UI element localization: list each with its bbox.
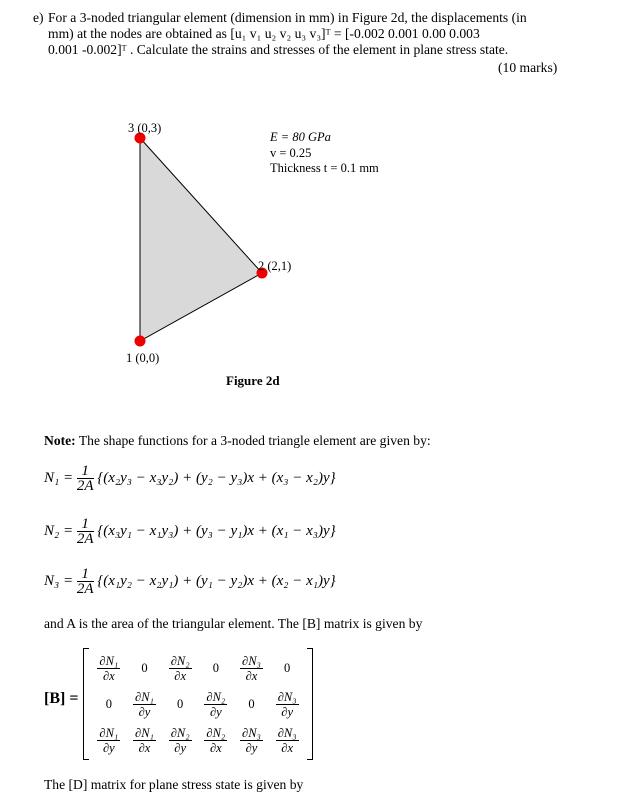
partial-denominator: ∂x (102, 668, 115, 683)
partial-numerator: ∂N₁ (135, 689, 154, 704)
b-matrix-cell (97, 726, 120, 755)
b-matrix-cell: 0 (177, 696, 184, 711)
b-matrix-cell (169, 726, 192, 755)
partial-denominator: ∂y (245, 740, 258, 755)
note-line (44, 433, 431, 449)
partial-numerator: ∂N₂ (206, 689, 226, 704)
b-matrix-cell (240, 726, 263, 755)
node-2-label: 2 (2,1) (258, 259, 292, 273)
b-matrix-cell (133, 690, 156, 719)
coef-den: 2A (76, 531, 94, 547)
b-matrix-cell (169, 654, 192, 683)
b-matrix-grid (91, 650, 305, 758)
n3-body: {(x₁y₂ − x₂y₁) + (y₁ − y₂)x + (x₂ − x₁)y} (97, 572, 336, 589)
b-matrix-cell (276, 726, 299, 755)
b-matrix-cell: 0 (248, 696, 255, 711)
coef-fraction (77, 517, 94, 546)
shape-function-n1 (44, 464, 336, 493)
partial-denominator: ∂x (174, 668, 187, 683)
prop-e: E = 80 GPa (270, 130, 331, 144)
coef-num: 1 (77, 464, 94, 479)
partial-numerator: ∂N₁ (135, 725, 154, 740)
partial-numerator: ∂N₂ (170, 725, 190, 740)
partial-denominator: ∂y (138, 704, 151, 719)
shape-function-n3 (44, 567, 336, 596)
b-matrix (83, 648, 313, 760)
partial-numerator: ∂N₁ (99, 653, 119, 668)
question-line-3: 0.001 -0.002]ᵀ . Calculate the strains and stresses of the element in plane stress state. (48, 42, 509, 57)
partial-denominator: ∂x (209, 740, 222, 755)
coef-fraction (77, 464, 94, 493)
b-matrix-cell (276, 690, 299, 719)
right-bracket (307, 648, 313, 760)
coef-num: 1 (77, 517, 94, 532)
partial-denominator: ∂y (281, 704, 294, 719)
note-label: Note: (44, 433, 76, 448)
figure-2d (0, 110, 632, 400)
triangle-element (140, 138, 262, 341)
coef-den: 2A (76, 478, 94, 494)
question-line-2: mm) at the nodes are obtained as [u₁ v₁ u₂ v₂ u₃ v₃]ᵀ = [-0.002 0.001 0.00 0.003 (48, 26, 480, 41)
b-matrix-cell: 0 (105, 696, 112, 711)
partial-denominator: ∂x (245, 668, 258, 683)
b-matrix-cell (97, 654, 120, 683)
coef-fraction (77, 567, 94, 596)
b-matrix-cell: 0 (284, 660, 291, 675)
partial-numerator: ∂N₃ (242, 653, 261, 668)
partial-numerator: ∂N₃ (277, 689, 297, 704)
partial-numerator: ∂N₁ (99, 725, 119, 740)
n2-body: {(x₃y₁ − x₁y₃) + (y₃ − y₁)x + (x₁ − x₃)y} (97, 522, 336, 539)
node-1-label: 1 (0,0) (126, 351, 160, 365)
n1-lhs: N₁ = (44, 469, 74, 486)
b-matrix-cell: 0 (141, 660, 148, 675)
left-bracket (83, 648, 89, 760)
partial-denominator: ∂x (138, 740, 151, 755)
shape-function-n2 (44, 517, 336, 546)
area-text: and A is the area of the triangular element. The [B] matrix is given by (44, 616, 423, 631)
n3-lhs: N₃ = (44, 572, 74, 589)
partial-denominator: ∂y (209, 704, 222, 719)
partial-denominator: ∂y (102, 740, 115, 755)
n1-body: {(x₂y₃ − x₃y₂) + (y₂ − y₃)x + (x₃ − x₂)y} (97, 469, 336, 486)
b-matrix-cell (240, 654, 263, 683)
partial-denominator: ∂y (174, 740, 187, 755)
b-matrix-cell (133, 726, 156, 755)
coef-den: 2A (76, 581, 94, 597)
partial-numerator: ∂N₂ (170, 653, 190, 668)
partial-denominator: ∂x (281, 740, 294, 755)
node-3-label: 3 (0,3) (128, 121, 162, 135)
partial-numerator: ∂N₃ (277, 725, 297, 740)
n2-lhs: N₂ = (44, 522, 74, 539)
node-1 (135, 336, 146, 347)
marks: (10 marks) (498, 60, 558, 75)
question-line-1: For a 3-noded triangular element (dimension in mm) in Figure 2d, the displacements (in (48, 10, 527, 25)
partial-numerator: ∂N₂ (206, 725, 226, 740)
question-label: e) (33, 10, 44, 25)
prop-thickness: Thickness t = 0.1 mm (270, 161, 379, 175)
note-text: The shape functions for a 3-noded triangle element are given by: (75, 433, 431, 448)
prop-nu: v = 0.25 (270, 146, 312, 160)
b-matrix-cell (204, 690, 227, 719)
b-matrix-label: [B] = (44, 690, 79, 707)
partial-numerator: ∂N₃ (242, 725, 261, 740)
b-matrix-cell: 0 (212, 660, 219, 675)
d-matrix-text: The [D] matrix for plane stress state is given by (44, 777, 304, 792)
figure-caption: Figure 2d (226, 373, 280, 388)
coef-num: 1 (77, 567, 94, 582)
b-matrix-cell (204, 726, 227, 755)
